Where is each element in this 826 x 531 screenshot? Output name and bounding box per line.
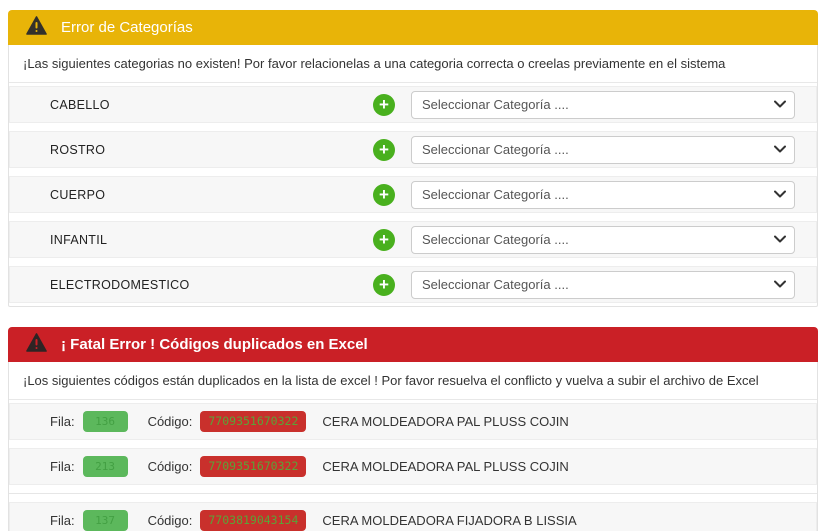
product-name: CERA MOLDEADORA PAL PLUSS COJIN bbox=[322, 414, 569, 429]
category-select-wrap bbox=[411, 91, 795, 119]
category-error-message: ¡Las siguientes categorias no existen! Por favor relacionelas a una categoria correcta o creelas previamente en el sistema bbox=[9, 45, 817, 83]
category-select[interactable] bbox=[411, 91, 795, 119]
category-select-wrap bbox=[411, 136, 795, 164]
codigo-label: Código: bbox=[147, 414, 193, 429]
add-category-button plus-icon[interactable]: + bbox=[373, 94, 395, 116]
category-select-wrap bbox=[411, 181, 795, 209]
fila-badge: 137 bbox=[83, 510, 128, 531]
category-row bbox=[9, 176, 817, 213]
category-select[interactable] bbox=[411, 136, 795, 164]
add-category-button plus-icon[interactable]: + bbox=[373, 229, 395, 251]
duplicate-codes-body bbox=[8, 362, 818, 531]
category-name: INFANTIL bbox=[50, 232, 108, 247]
fila-label: Fila: bbox=[50, 414, 75, 429]
fila-badge: 213 bbox=[83, 456, 128, 477]
duplicate-row bbox=[9, 403, 817, 440]
category-select[interactable] bbox=[411, 226, 795, 254]
add-category-button plus-icon[interactable]: + bbox=[373, 139, 395, 161]
duplicate-codes-header bbox=[8, 327, 818, 362]
add-category-button plus-icon[interactable]: + bbox=[373, 184, 395, 206]
category-select[interactable] bbox=[411, 181, 795, 209]
category-name: CUERPO bbox=[50, 187, 106, 202]
category-row bbox=[9, 131, 817, 168]
category-name: ROSTRO bbox=[50, 142, 106, 157]
codigo-label: Código: bbox=[147, 513, 193, 528]
category-row bbox=[9, 266, 817, 303]
category-error-title: Error de Categorías bbox=[61, 19, 193, 36]
warning-triangle-icon bbox=[26, 333, 47, 356]
fila-badge: 136 bbox=[83, 411, 128, 432]
duplicate-rows bbox=[9, 403, 817, 531]
category-error-body bbox=[8, 45, 818, 307]
codigo-badge: 7709351670322 bbox=[200, 456, 306, 477]
category-select-wrap bbox=[411, 226, 795, 254]
category-name: ELECTRODOMESTICO bbox=[50, 277, 190, 292]
product-name: CERA MOLDEADORA FIJADORA B LISSIA bbox=[322, 513, 577, 528]
codigo-badge: 7703819043154 bbox=[200, 510, 306, 531]
category-select-wrap bbox=[411, 271, 795, 299]
duplicate-codes-panel bbox=[8, 327, 818, 531]
duplicate-group-separator bbox=[9, 493, 817, 494]
category-name: CABELLO bbox=[50, 97, 110, 112]
category-error-header bbox=[8, 10, 818, 45]
duplicate-row bbox=[9, 448, 817, 485]
duplicate-row bbox=[9, 502, 817, 531]
codigo-badge: 7709351670322 bbox=[200, 411, 306, 432]
product-name: CERA MOLDEADORA PAL PLUSS COJIN bbox=[322, 459, 569, 474]
duplicate-codes-title: ¡ Fatal Error ! Códigos duplicados en Excel bbox=[61, 336, 368, 353]
category-row bbox=[9, 86, 817, 123]
fila-label: Fila: bbox=[50, 459, 75, 474]
category-select[interactable] bbox=[411, 271, 795, 299]
warning-triangle-icon bbox=[26, 16, 47, 39]
category-error-panel bbox=[8, 10, 818, 307]
duplicate-codes-message: ¡Los siguientes códigos están duplicados en la lista de excel ! Por favor resuelva el conflicto y vuelva a subir el archivo de Excel bbox=[9, 362, 817, 400]
add-category-button plus-icon[interactable]: + bbox=[373, 274, 395, 296]
category-row bbox=[9, 221, 817, 258]
codigo-label: Código: bbox=[147, 459, 193, 474]
fila-label: Fila: bbox=[50, 513, 75, 528]
category-rows bbox=[9, 86, 817, 303]
